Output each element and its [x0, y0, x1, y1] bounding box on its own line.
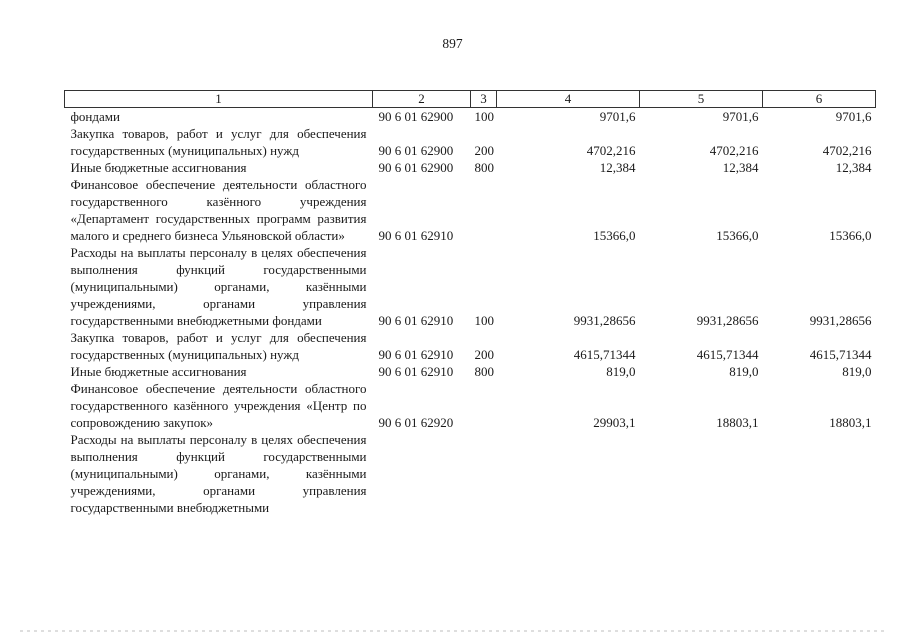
- cell-v3: 18803,1: [829, 415, 872, 430]
- cell-v1: 819,0: [606, 364, 636, 379]
- budget-table: [64, 90, 876, 516]
- cell-vr: 800: [474, 160, 494, 175]
- header-row: [65, 91, 876, 108]
- cell-vr: 100: [474, 313, 494, 328]
- cell-v3: [763, 431, 876, 516]
- cell-vr: 200: [474, 347, 494, 362]
- header-col-1: 1: [65, 91, 373, 108]
- cell-v2: [640, 431, 763, 516]
- cell-v1: 29903,1: [593, 415, 636, 430]
- cell-name: Закупка товаров, работ и услуг для обеспечения государственных (муниципальных) нужд: [70, 126, 367, 158]
- table-row: [65, 176, 876, 244]
- table-row: [65, 363, 876, 380]
- cell-code: 90 6 01 62910: [378, 364, 454, 379]
- cell-code: 90 6 01 62920: [378, 415, 454, 430]
- cell-v3: 12,384: [835, 160, 872, 175]
- table-row: [65, 380, 876, 431]
- cell-v2: 819,0: [729, 364, 759, 379]
- cell-name: Расходы на выплаты персоналу в целях обеспечения выполнения функций государственными (муниципальными) органами, казёнными учреждениями, органами управления государственными внебюджетными: [70, 432, 367, 515]
- header-col-4: 4: [497, 91, 640, 108]
- cell-v2: 18803,1: [716, 415, 759, 430]
- cell-name: Расходы на выплаты персоналу в целях обеспечения выполнения функций государственными (муниципальными) органами, казёнными учреждениями, органами управления государственными внебюджетными фондами: [70, 245, 367, 328]
- header-col-6: 6: [763, 91, 876, 108]
- cell-v2: 12,384: [722, 160, 759, 175]
- cell-vr: 800: [474, 364, 494, 379]
- cell-v3: 9701,6: [835, 109, 872, 124]
- cell-vr: 200: [474, 143, 494, 158]
- scan-noise-line: [20, 630, 885, 632]
- cell-v1: 12,384: [599, 160, 636, 175]
- table-row: [65, 159, 876, 176]
- cell-v3: 9931,28656: [809, 313, 872, 328]
- table-row: [65, 431, 876, 516]
- cell-name: Иные бюджетные ассигнования: [70, 364, 247, 379]
- cell-vr: [471, 431, 497, 516]
- header-col-3: 3: [471, 91, 497, 108]
- cell-v1: 4702,216: [586, 143, 636, 158]
- table-row: [65, 108, 876, 126]
- table-header: [65, 91, 876, 108]
- cell-v1: 9701,6: [599, 109, 636, 124]
- cell-v1: [497, 431, 640, 516]
- cell-name: Финансовое обеспечение деятельности областного государственного казённого учреждения «Департамент государственных программ развития малого и среднего бизнеса Ульяновской области»: [70, 177, 367, 243]
- cell-v3: 4702,216: [822, 143, 872, 158]
- cell-code: 90 6 01 62900: [378, 109, 454, 124]
- cell-code: 90 6 01 62900: [378, 143, 454, 158]
- cell-code: 90 6 01 62900: [378, 160, 454, 175]
- cell-v1: 4615,71344: [573, 347, 636, 362]
- header-col-2: 2: [373, 91, 471, 108]
- cell-name: Закупка товаров, работ и услуг для обеспечения государственных (муниципальных) нужд: [70, 330, 367, 362]
- cell-name: Финансовое обеспечение деятельности областного государственного казённого учреждения «Центр по сопровождению закупок»: [70, 381, 367, 430]
- cell-code: 90 6 01 62910: [378, 347, 454, 362]
- cell-v1: 9931,28656: [573, 313, 636, 328]
- table-body: [65, 108, 876, 517]
- cell-v2: 9931,28656: [696, 313, 759, 328]
- table-row: [65, 244, 876, 329]
- cell-v3: 15366,0: [829, 228, 872, 243]
- cell-v1: 15366,0: [593, 228, 636, 243]
- table-row: [65, 125, 876, 159]
- cell-v2: 15366,0: [716, 228, 759, 243]
- cell-v2: 4615,71344: [696, 347, 759, 362]
- cell-v3: 4615,71344: [809, 347, 872, 362]
- cell-code: 90 6 01 62910: [378, 313, 454, 328]
- cell-name: фондами: [70, 109, 120, 124]
- page-number: 897: [442, 36, 463, 51]
- cell-vr: [471, 176, 497, 244]
- cell-v2: 9701,6: [722, 109, 759, 124]
- cell-v3: 819,0: [842, 364, 872, 379]
- cell-code: [373, 431, 471, 516]
- cell-v2: 4702,216: [709, 143, 759, 158]
- cell-code: 90 6 01 62910: [378, 228, 454, 243]
- cell-vr: [471, 380, 497, 431]
- header-col-5: 5: [640, 91, 763, 108]
- cell-name: Иные бюджетные ассигнования: [70, 160, 247, 175]
- table-row: [65, 329, 876, 363]
- cell-vr: 100: [474, 109, 494, 124]
